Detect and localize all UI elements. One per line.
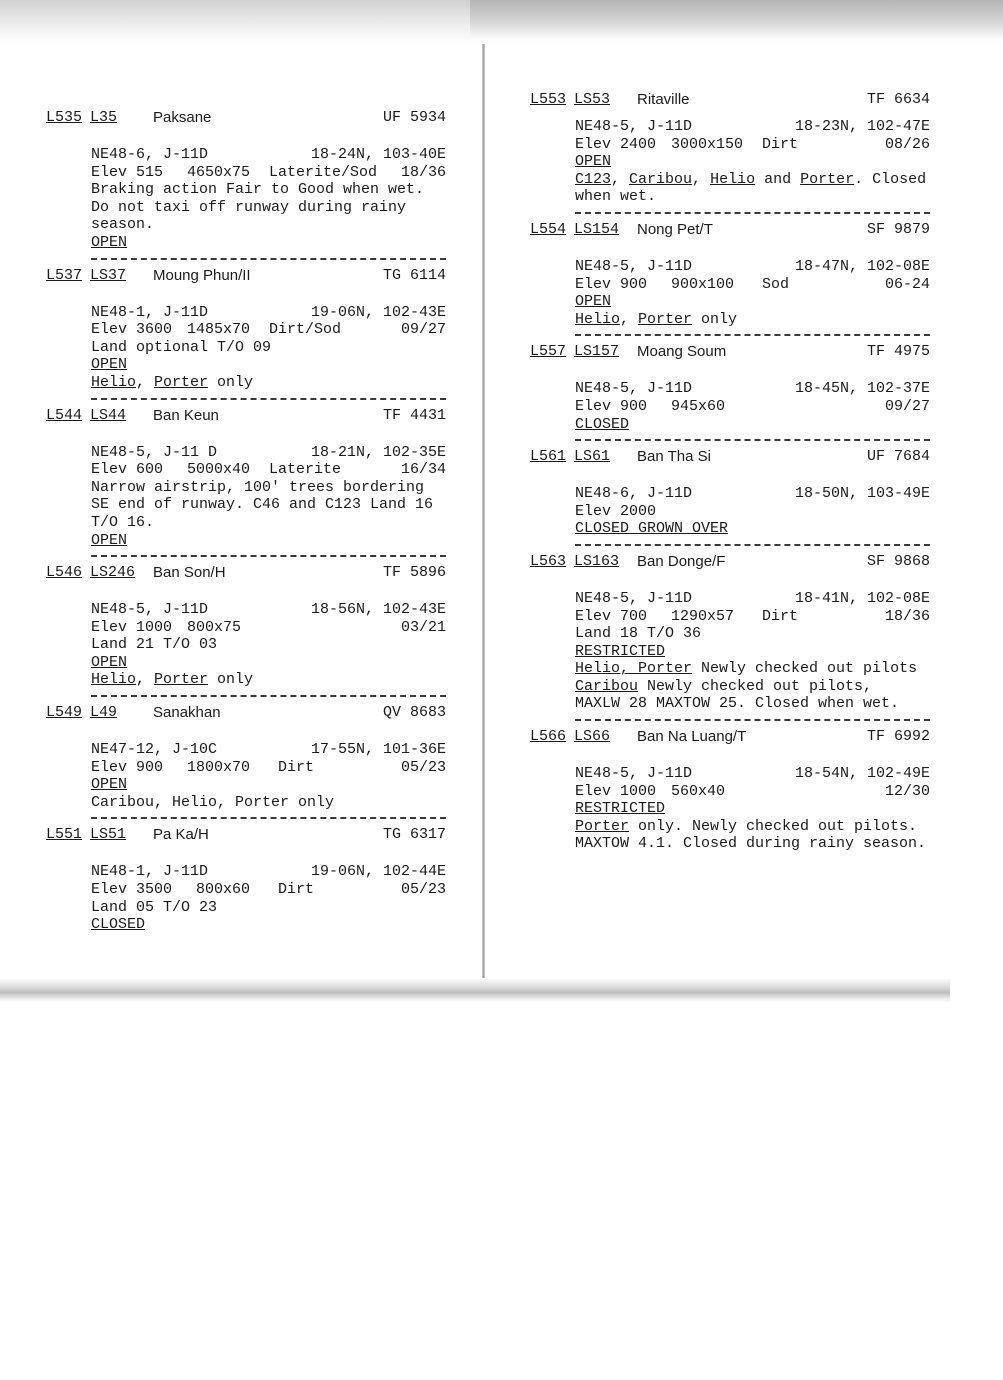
site-number: L551 [46,826,83,844]
ls-number: LS53 [574,91,611,108]
restriction-line [575,818,930,836]
entry-body [575,485,930,538]
site-name: Paksane [153,109,212,126]
coordinates: 18-50N, 103-49E [794,485,930,503]
surface: Dirt [278,881,315,899]
grid-reference: UF 5934 [382,109,446,126]
airstrip-entry [530,727,930,853]
runway-heading: 05/23 [400,881,446,899]
site-name: Ban Keun [153,406,219,424]
elevation: Elev 600 [91,461,164,479]
elevation: Elev 1000 [91,618,173,636]
restriction-line [575,660,930,678]
coordinates: 18-47N, 102-08E [794,257,930,275]
aircraft-name: Porter [154,373,209,391]
status: RESTRICTED [575,642,666,660]
status: CLOSED GROWN OVER [575,520,729,538]
entry-body [575,765,930,853]
aircraft-name: Helio [91,373,137,391]
aircraft-name: C123 [575,170,612,188]
elevation: Elev 2000 [575,502,657,520]
grid-reference: TG 6317 [382,826,446,844]
dashed-separator [91,398,446,400]
restriction-text: Newly checked out pilots [692,660,918,678]
site-number: L546 [46,564,83,582]
weight-limit-line: MAXLW 28 MAXTOW 25. Closed when wet. [575,695,900,713]
entry-body [91,146,446,252]
aircraft-name: Caribou [575,677,639,695]
note-line: season. [91,216,155,234]
map-reference: NE48-1, J-11D [91,303,209,321]
ls-number: LS246 [90,564,136,582]
coordinates: 18-24N, 103-40E [310,146,446,163]
runway-size: 800x75 [187,618,242,636]
runway-heading: 08/26 [884,135,930,153]
grid-reference: QV 8683 [382,704,446,722]
elevation: Elev 515 [91,163,164,181]
airstrip-entry [530,447,930,546]
ls-number: LS37 [90,266,127,284]
ls-number: LS51 [90,826,127,844]
map-reference: NE48-5, J-11D [575,380,693,398]
coordinates: 18-21N, 102-35E [310,443,446,461]
entry-header [46,563,446,583]
runway-heading: 06-24 [884,275,930,293]
coordinates: 18-45N, 102-37E [794,380,930,398]
entry-header [530,552,930,572]
note-line: T/O 16. [91,513,155,531]
dashed-separator [91,695,446,697]
note-line: Braking action Fair to Good when wet. [91,181,425,199]
elevation: Elev 700 [575,607,648,625]
grid-reference: TG 6114 [382,266,446,284]
surface: Sod [762,275,790,293]
dashed-separator [575,544,930,546]
dashed-separator [575,212,930,214]
coordinates: 18-41N, 102-08E [794,589,930,607]
surface: Dirt [278,758,315,776]
status: CLOSED [575,415,630,433]
aircraft-name: Porter [638,310,693,328]
elevation: Elev 900 [575,397,648,415]
site-name: Ban Tha Si [637,448,711,466]
left-page-column [46,108,446,934]
site-number: L549 [46,704,83,722]
page-gutter [482,44,485,982]
entry-body [91,304,446,392]
coordinates: 18-54N, 102-49E [794,765,930,783]
grid-reference: SF 9868 [866,552,930,570]
aircraft-name: Helio [710,170,756,188]
aircraft-name: Helio [91,671,137,689]
runway-size: 1290x57 [671,607,735,625]
aircraft-line: Helio, Porter only [91,373,254,391]
runway-size: 4650x75 [187,163,251,181]
aircraft-line: Caribou, Helio, Porter only [91,793,335,811]
site-name: Moung Phun/II [153,266,251,284]
runway-heading: 09/27 [884,397,930,415]
dashed-separator [575,334,930,336]
map-reference: NE47-12, J-10C [91,741,218,759]
status: OPEN [91,356,128,374]
status: OPEN [91,531,128,549]
runway-heading: 09/27 [400,321,446,339]
status: OPEN [91,233,128,251]
site-number: L557 [530,343,567,361]
entry-header [530,342,930,362]
grid-reference: TF 6992 [866,728,930,746]
coordinates: 18-56N, 102-43E [310,601,446,619]
runway-size: 3000x150 [671,135,744,153]
runway-size: 560x40 [671,782,726,800]
site-name: Moang Soum [637,343,727,361]
aircraft-tail: . Closed [854,170,927,188]
entry-header [46,703,446,723]
runway-heading: 18/36 [884,607,930,625]
aircraft-suffix: only [208,373,254,391]
runway-heading: 16/34 [400,461,446,479]
ls-number: LS157 [574,343,620,361]
site-name: Ban Donge/F [637,552,726,570]
surface: Laterite/Sod [269,163,378,181]
runway-heading: 12/30 [884,782,930,800]
entry-body [91,444,446,550]
entry-body [575,590,930,713]
grid-reference: TF 6634 [866,91,930,108]
surface: Dirt/Sod [269,321,342,339]
airstrip-entry [530,220,930,336]
scan-shadow-top-right [470,0,1003,40]
entry-body [91,863,446,933]
map-reference: NE48-5, J-11D [575,118,693,135]
airstrip-entry [46,563,446,697]
runway-size: 1485x70 [187,321,251,339]
note-line: when wet. [575,188,657,206]
site-number: L554 [530,220,567,238]
entry-header [46,108,446,128]
aircraft-suffix: only [208,671,254,689]
site-number: L561 [530,448,567,466]
airstrip-entry [46,825,446,933]
runway-heading: 18/36 [400,163,446,181]
airstrip-entry [46,703,446,819]
aircraft-name: Porter [800,170,855,188]
elevation: Elev 3500 [91,881,173,899]
note-line: Land 18 T/O 36 [575,625,702,643]
site-number: L563 [530,552,567,570]
ls-number: L49 [90,704,118,722]
aircraft-suffix: only [692,310,738,328]
airstrip-entry [530,342,930,441]
entry-body [91,741,446,811]
airstrip-entry [530,552,930,721]
coordinates: 18-23N, 102-47E [794,118,930,135]
map-reference: NE48-6, J-11D [575,485,693,503]
note-line: Narrow airstrip, 100' trees bordering [91,478,425,496]
status: CLOSED [91,916,146,934]
airstrip-entry [46,406,446,558]
runway-size: 800x60 [196,881,251,899]
status: OPEN [91,653,128,671]
entry-header [46,406,446,426]
coordinates: 17-55N, 101-36E [310,741,446,759]
entry-body [91,601,446,689]
map-reference: NE48-5, J-11D [91,601,209,619]
dashed-separator [91,555,446,557]
grid-reference: TF 4975 [866,343,930,361]
map-reference: NE48-5, J-11 D [91,443,218,461]
status: OPEN [91,776,128,794]
runway-size: 945x60 [671,397,726,415]
elevation: Elev 3600 [91,321,173,339]
aircraft-name: Caribou [629,170,693,188]
site-name: Nong Pet/T [637,220,713,238]
restriction-text: Newly checked out pilots, [638,677,873,695]
site-number: L537 [46,266,83,284]
ls-number: LS163 [574,552,620,570]
runway-size: 1800x70 [187,758,251,776]
entry-header [46,825,446,845]
note-line: SE end of runway. C46 and C123 Land 16 [91,496,434,514]
airstrip-entry [46,108,446,260]
site-number: L553 [530,91,567,108]
aircraft-line: Helio, Porter only [91,671,254,689]
runway-heading: 03/21 [400,618,446,636]
entry-body [575,380,930,433]
map-reference: NE48-5, J-11D [575,257,693,275]
site-number: L566 [530,728,567,746]
note-line: Land 05 T/O 23 [91,898,218,916]
entry-header [530,447,930,467]
grid-reference: SF 9879 [866,220,930,238]
site-name: Ritaville [637,91,690,108]
entry-header [530,727,930,747]
scan-shadow-bottom [0,978,950,1002]
site-number: L535 [46,109,83,126]
surface: Dirt [762,135,799,153]
aircraft-name: Porter [154,671,209,689]
elevation: Elev 900 [91,758,164,776]
coordinates: 19-06N, 102-43E [310,303,446,321]
status: RESTRICTED [575,800,666,818]
note-line: Land optional T/O 09 [91,338,272,356]
map-reference: NE48-6, J-11D [91,146,209,163]
surface: Dirt [762,607,799,625]
map-reference: NE48-5, J-11D [575,765,693,783]
dashed-separator [91,817,446,819]
airstrip-entry [46,266,446,400]
entry-header [46,266,446,286]
surface: Laterite [269,461,342,479]
airstrip-entry [530,90,930,214]
map-reference: NE48-5, J-11D [575,589,693,607]
site-number: L544 [46,406,83,424]
status: OPEN [575,153,612,171]
ls-number: L35 [90,109,118,126]
ls-number: LS44 [90,406,127,424]
ls-number: LS61 [574,448,611,466]
aircraft-name: Helio, Porter [575,660,693,678]
site-name: Ban Son/H [153,564,226,582]
entry-header [530,220,930,240]
site-name: Sanakhan [153,704,221,722]
note-line: Land 21 T/O 03 [91,636,218,654]
elevation: Elev 1000 [575,782,657,800]
note-line: Do not taxi off runway during rainy [91,198,407,216]
site-name: Ban Na Luang/T [637,728,747,746]
runway-size: 5000x40 [187,461,251,479]
aircraft-name: Helio [575,310,621,328]
grid-reference: UF 7684 [866,448,930,466]
ls-number: LS66 [574,728,611,746]
entry-header [530,90,930,110]
map-reference: NE48-1, J-11D [91,863,209,881]
weight-limit-line: MAXTOW 4.1. Closed during rainy season. [575,835,927,853]
grid-reference: TF 5896 [382,564,446,582]
restriction-text: only. Newly checked out pilots. [629,817,918,835]
entry-body [575,118,930,206]
dashed-separator [575,719,930,721]
right-page-column [530,90,930,853]
dashed-separator [91,258,446,260]
status: OPEN [575,293,612,311]
elevation: Elev 900 [575,275,648,293]
dashed-separator [575,439,930,441]
aircraft-line: C123, Caribou, Helio and Porter. Closed [575,170,927,188]
restriction-line [575,678,930,696]
site-name: Pa Ka/H [153,826,209,844]
coordinates: 19-06N, 102-44E [310,863,446,881]
entry-body [575,258,930,328]
elevation: Elev 2400 [575,135,657,153]
aircraft-name: Porter [575,817,630,835]
ls-number: LS154 [574,220,620,238]
grid-reference: TF 4431 [382,406,446,424]
aircraft-line: Helio, Porter only [575,310,738,328]
runway-heading: 05/23 [400,758,446,776]
runway-size: 900x100 [671,275,735,293]
